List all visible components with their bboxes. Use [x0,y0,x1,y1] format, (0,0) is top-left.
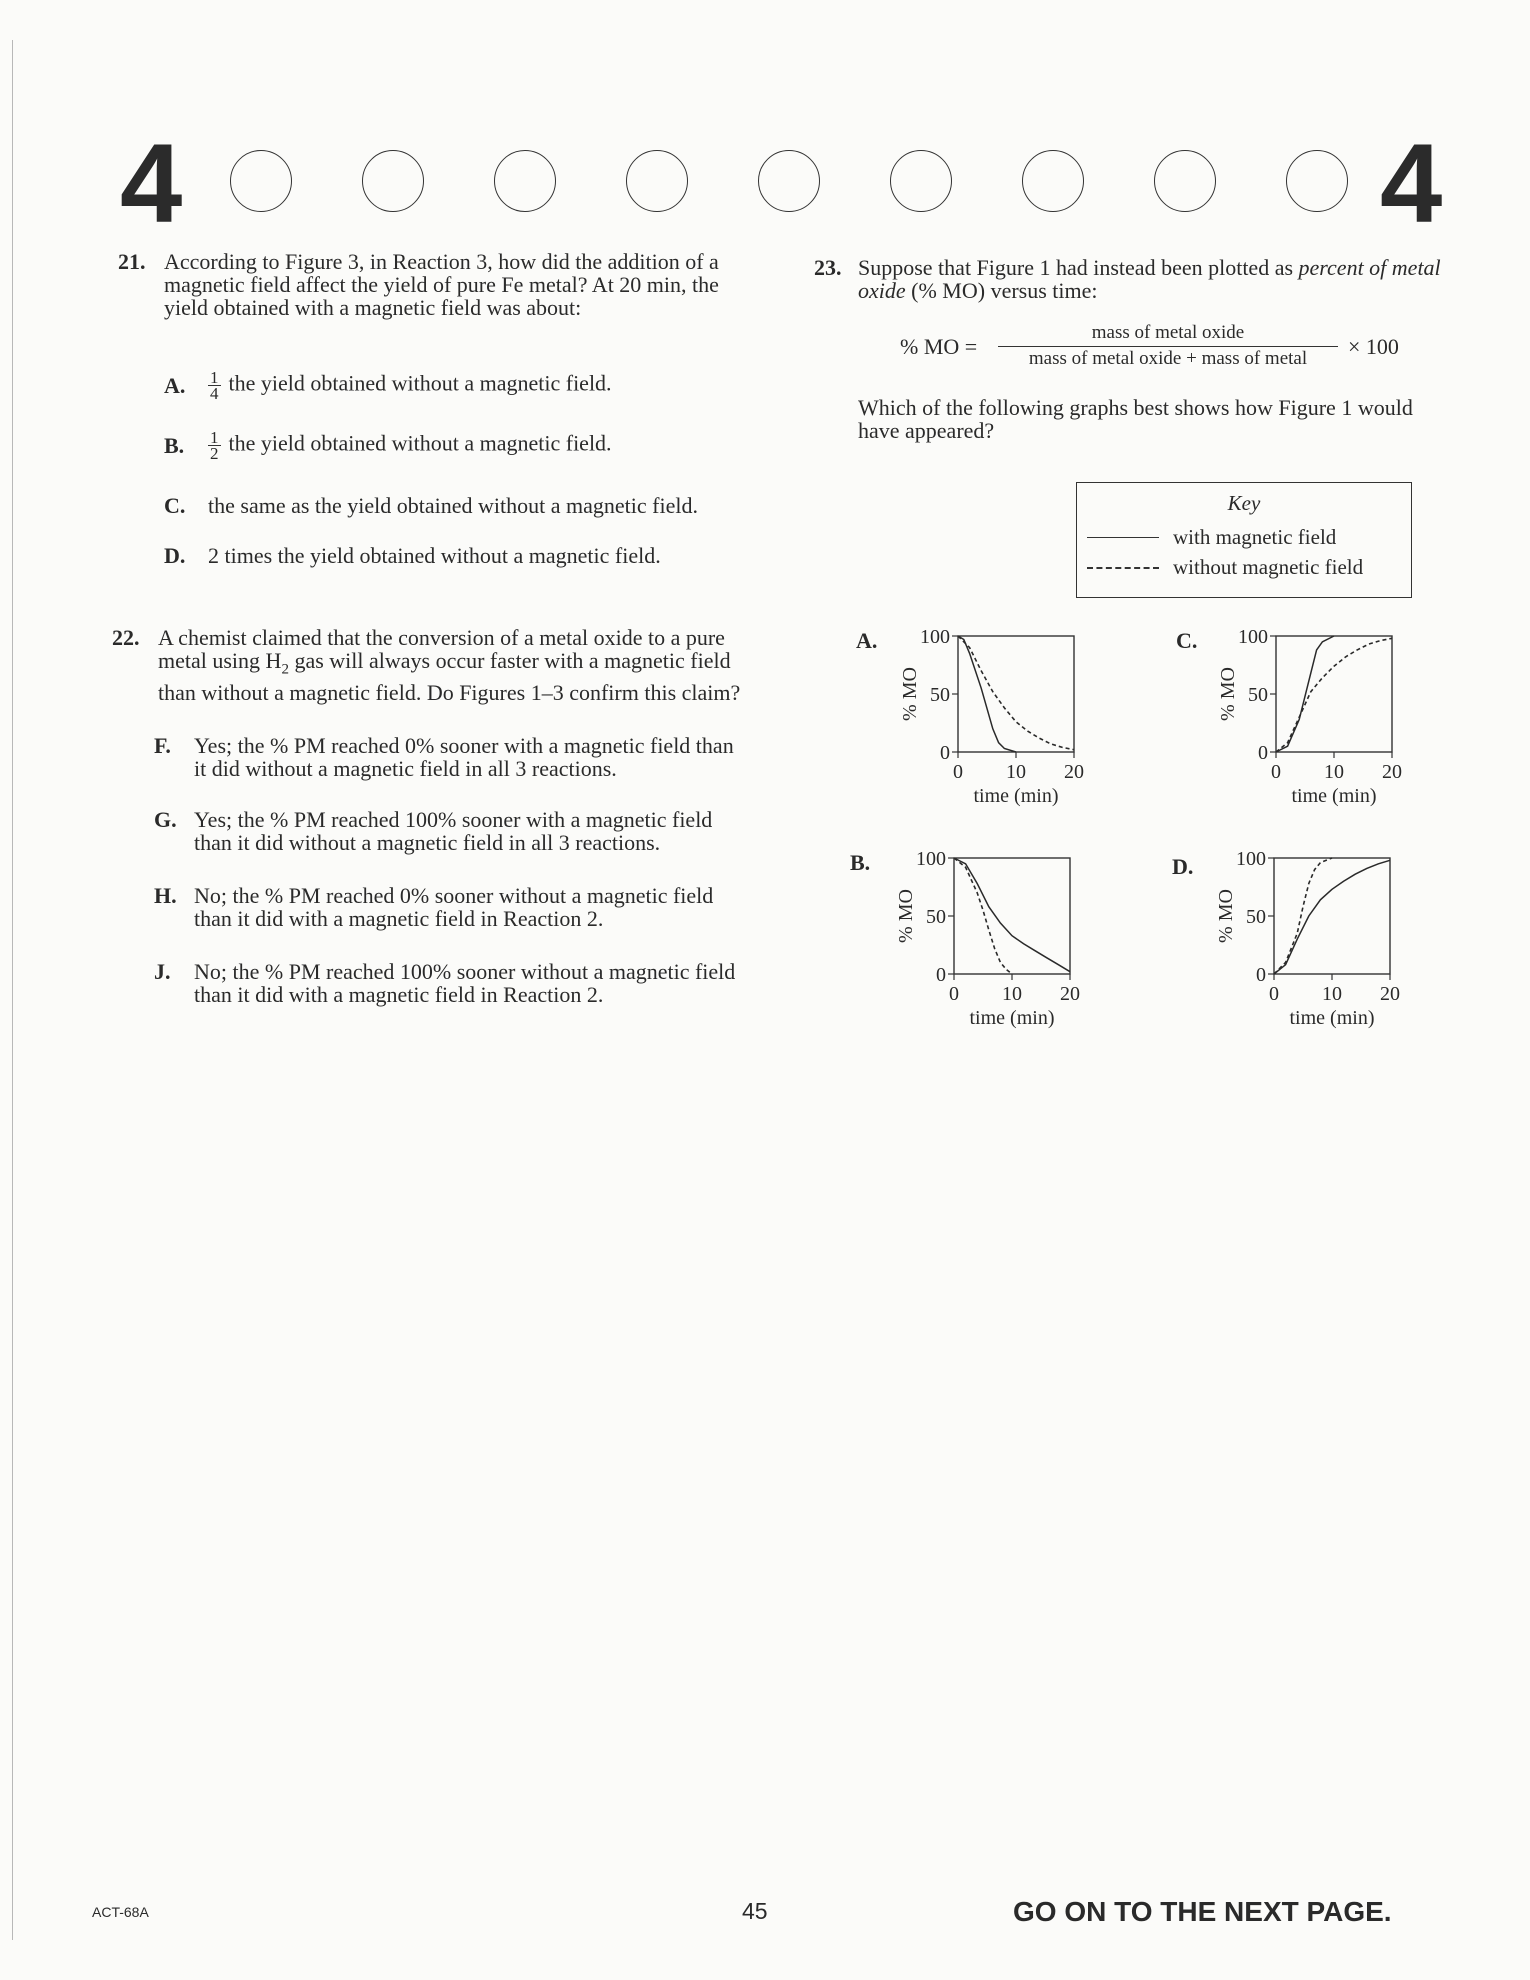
header-circle [758,150,820,212]
formula-rhs: × 100 [1348,334,1399,359]
option-letter: C. [164,493,186,518]
x-tick-label: 0 [953,761,963,783]
x-tick-label: 20 [1060,983,1080,1005]
series-with-magnetic-field [954,858,1070,972]
header-circle [890,150,952,212]
chart-letter-b[interactable]: B. [850,850,871,875]
y-tick-label: 50 [1246,906,1266,928]
x-tick-label: 20 [1382,761,1402,783]
continue-notice: GO ON TO THE NEXT PAGE. [1013,1896,1392,1927]
header-circle [1154,150,1216,212]
fraction: $\frac{1}{4}$ [210,368,219,403]
option-letter: D. [164,543,186,568]
section-number-left: 4 [120,121,181,246]
key-without-label: without magnetic field [1173,555,1364,579]
option-letter: H. [154,883,177,908]
option-text: Yes; the % PM reached 0% sooner with a magnetic field than it did without a magnetic field in all 3 reactions. [194,733,734,781]
key-dashed-line [1087,567,1159,569]
x-tick-label: 10 [1002,983,1022,1005]
formula-numerator: mass of metal oxide [1091,322,1245,343]
key-title: Key [1227,491,1261,515]
plot-frame [958,636,1074,752]
x-tick-label: 0 [949,983,959,1005]
header-circle [362,150,424,212]
section-number-right: 4 [1380,121,1441,246]
key-with-label: with magnetic field [1173,525,1337,549]
y-tick-label: 0 [1256,964,1266,986]
chart-option-b[interactable] [876,842,1106,1052]
y-axis-label: % MO [1215,889,1237,943]
plot-frame [954,858,1070,974]
y-tick-label: 50 [930,684,950,706]
plot-frame [1274,858,1390,974]
option-text: $\frac{1}{4}$ the yield obtained without a magnetic field. [210,368,612,403]
option-letter: B. [164,433,185,458]
y-tick-label: 100 [916,848,946,870]
x-axis-label: time (min) [1291,785,1377,807]
key-solid-line [1087,537,1159,538]
series-without-magnetic-field [1276,638,1392,752]
question-stem: Suppose that Figure 1 had instead been plotted as percent of metal oxide (% MO) versus time: [858,255,1441,303]
chart-letter-c[interactable]: C. [1176,628,1198,653]
question-stem: A chemist claimed that the conversion of a metal oxide to a pure metal using $H_2$ gas will always occur faster with a magnetic field than without a magnetic field. Do Figures 1–3 confirm this claim? [158,625,741,706]
option-text: $\frac{1}{2}$ the yield obtained without a magnetic field. [210,428,612,463]
y-axis-label: % MO [1217,667,1239,721]
chart-letter-d[interactable]: D. [1172,854,1194,879]
question-number: 23. [814,255,842,280]
option-text: Yes; the % PM reached 100% sooner with a magnetic field than it did without a magnetic field in all 3 reactions. [194,807,713,855]
question-number: 22. [112,625,140,650]
question-number: 21. [118,249,146,274]
formula-denominator: mass of metal oxide + mass of metal [1028,348,1308,369]
x-tick-label: 10 [1006,761,1026,783]
series-without-magnetic-field [954,858,1012,974]
chart-letter-a[interactable]: A. [856,628,878,653]
y-tick-label: 0 [936,964,946,986]
form-code: ACT-68A [92,1904,149,1920]
header-circle [230,150,292,212]
y-tick-label: 50 [1248,684,1268,706]
option-text: the same as the yield obtained without a magnetic field. [208,493,698,518]
y-tick-label: 0 [1258,742,1268,764]
header-circle [1022,150,1084,212]
x-axis-label: time (min) [969,1007,1055,1029]
formula-lhs: % MO = [900,334,978,359]
question-stem: According to Figure 3, in Reaction 3, how did the addition of a magnetic field affect the yield of pure Fe metal? At 20 min, the yield obtained with a magnetic field was about: [164,249,719,320]
x-axis-label: time (min) [973,785,1059,807]
percent-mo-formula [900,322,1420,378]
chart-option-c[interactable] [1198,620,1428,830]
option-letter: A. [164,373,186,398]
fraction-bar [998,346,1338,347]
y-tick-label: 100 [1236,848,1266,870]
series-with-magnetic-field [1274,860,1390,974]
chart-option-a[interactable] [880,620,1110,830]
option-letter: J. [154,959,171,984]
header-circle-row [230,150,1310,216]
header-circle [1286,150,1348,212]
x-tick-label: 0 [1269,983,1279,1005]
y-tick-label: 50 [926,906,946,928]
page-number: 45 [742,1898,768,1924]
question-23-prompt: Which of the following graphs best shows how Figure 1 would have appeared? [858,395,1413,443]
chart-option-d[interactable] [1196,842,1426,1052]
header-circle [626,150,688,212]
x-tick-label: 20 [1064,761,1084,783]
option-letter: G. [154,807,177,832]
option-text: 2 times the yield obtained without a magnetic field. [208,543,661,568]
x-tick-label: 20 [1380,983,1400,1005]
y-axis-label: % MO [895,889,917,943]
fraction: $\frac{1}{2}$ [210,428,219,463]
y-tick-label: 100 [1238,626,1268,648]
series-without-magnetic-field [1274,858,1332,974]
header-circle [494,150,556,212]
series-with-magnetic-field [958,636,1016,752]
scan-edge-line [12,40,13,1940]
series-without-magnetic-field [958,636,1074,750]
x-axis-label: time (min) [1289,1007,1375,1029]
option-letter: F. [154,733,171,758]
x-tick-label: 0 [1271,761,1281,783]
x-tick-label: 10 [1324,761,1344,783]
x-tick-label: 10 [1322,983,1342,1005]
y-tick-label: 0 [940,742,950,764]
series-with-magnetic-field [1276,636,1334,752]
y-axis-label: % MO [899,667,921,721]
y-tick-label: 100 [920,626,950,648]
chart-key [1076,482,1412,598]
option-text: No; the % PM reached 100% sooner without a magnetic field than it did with a magnetic field in Reaction 2. [194,959,736,1007]
option-text: No; the % PM reached 0% sooner without a magnetic field than it did with a magnetic field in Reaction 2. [194,883,714,931]
